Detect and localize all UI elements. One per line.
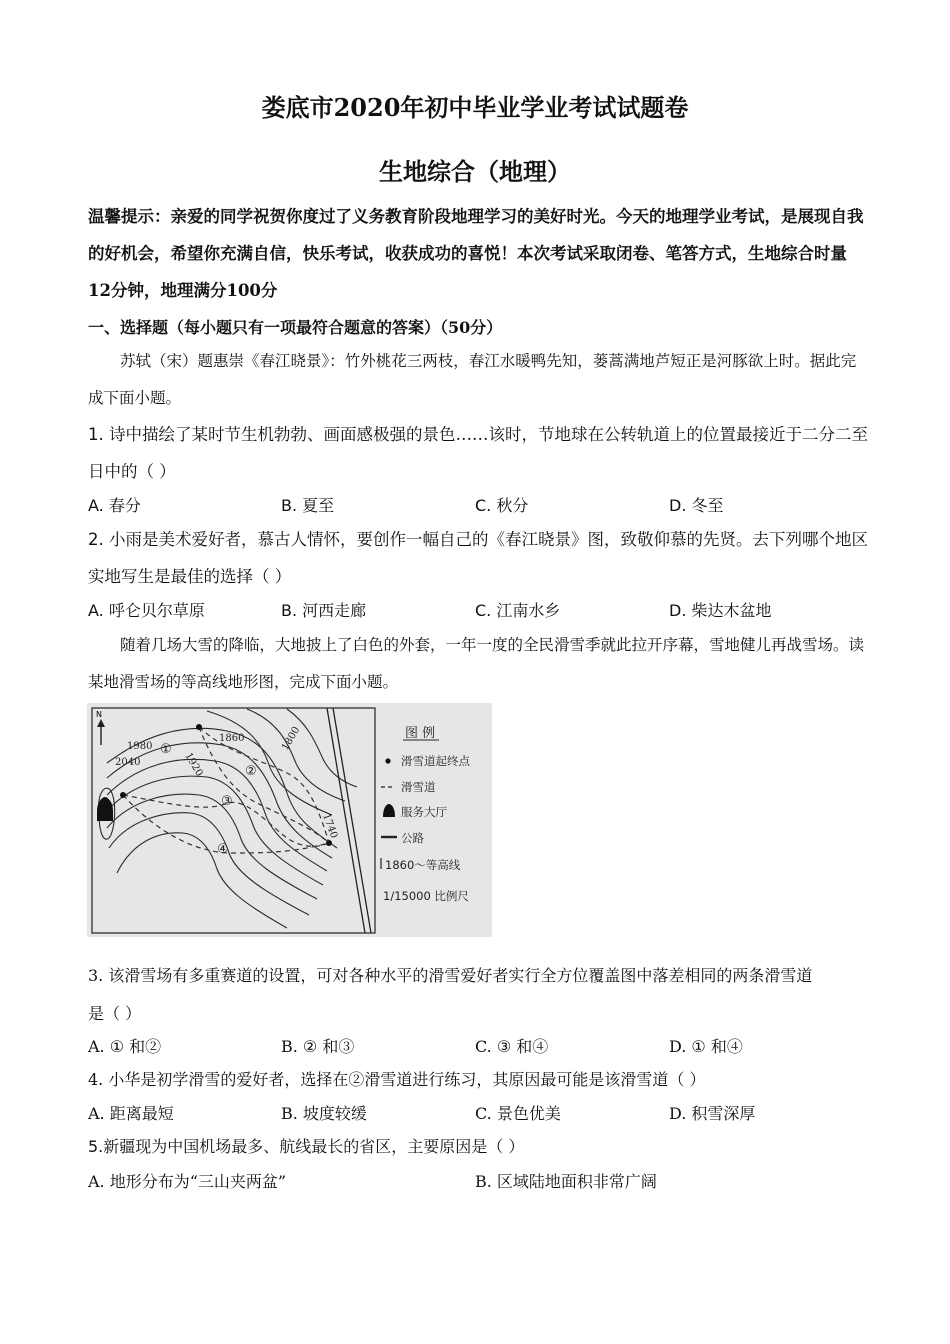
- contour-line: [287, 709, 357, 787]
- q2-option-b[interactable]: B. 河西走廊: [281, 601, 367, 620]
- contour-label: 1920: [182, 751, 205, 779]
- map-legend: [381, 726, 470, 903]
- question-2-options: [0, 598, 950, 620]
- section-heading: 一、选择题（每小题只有一项最符合题意的答案）（50分）: [88, 318, 503, 337]
- legend-item: 滑雪道起终点: [401, 754, 470, 768]
- q2-option-d[interactable]: D. 柴达木盆地: [669, 601, 772, 620]
- page-subtitle: 生地综合（地理）: [379, 157, 571, 186]
- intro-paragraph-2: 随着几场大雪的降临，大地披上了白色的外套，一年一度的全民滑雪季就此拉开序幕，雪地健儿再战雪场。读某地滑雪场的等高线地形图，完成下面小题。: [88, 636, 865, 691]
- contour-label: 1980: [127, 741, 153, 752]
- intro-paragraph-1: 苏轼（宋）题惠崇《春江晓景》：竹外桃花三两枝，春江水暖鸭先知，蒌蒿满地芦短正是河豚欲上时。据此完成下面小题。: [88, 352, 857, 407]
- q1-option-a[interactable]: A. 春分: [88, 496, 141, 515]
- question-2: [88, 521, 868, 595]
- q2-option-a[interactable]: A. 呼仑贝尔草原: [88, 601, 205, 620]
- contour-map-figure: [87, 703, 492, 937]
- page-title: 娄底市2020年初中毕业学业考试试题卷: [261, 93, 689, 122]
- q4-option-a[interactable]: A. 距离最短: [88, 1104, 174, 1123]
- route-label-3: ③: [221, 794, 233, 809]
- q4-option-b[interactable]: B. 坡度较缓: [281, 1104, 367, 1123]
- q4-option-d[interactable]: D. 积雪深厚: [669, 1104, 756, 1123]
- q1-option-c[interactable]: C. 秋分: [475, 496, 529, 515]
- question-5: [88, 1134, 524, 1157]
- route-label-1: ①: [160, 742, 172, 757]
- legend-item: 服务大厅: [401, 805, 447, 819]
- q3-option-b[interactable]: B. ② 和③: [281, 1037, 355, 1056]
- q5-option-a[interactable]: A. 地形分布为“三山夹两盆”: [88, 1172, 287, 1191]
- legend-item: 1860～等高线: [385, 858, 461, 872]
- contour-label: 2040: [115, 757, 141, 768]
- run-endpoint-dot: [196, 724, 202, 730]
- legend-title: 图 例: [405, 726, 436, 741]
- q3-option-a[interactable]: A. ① 和②: [88, 1037, 162, 1056]
- route-label-2: ②: [245, 764, 257, 779]
- q1-option-d[interactable]: D. 冬至: [669, 496, 724, 515]
- question-2-number: 2.: [88, 530, 104, 549]
- q4-option-c[interactable]: C. 景色优美: [475, 1104, 561, 1123]
- q3-option-c[interactable]: C. ③ 和④: [475, 1037, 549, 1056]
- question-1-number: 1.: [88, 425, 104, 444]
- contour-line: [117, 833, 287, 928]
- contour-label: 1800: [280, 724, 303, 753]
- q2-option-c[interactable]: C. 江南水乡: [475, 601, 561, 620]
- notice: 温馨提示：亲爱的同学祝贺你度过了义务教育阶段地理学习的美好时光。今天的地理学业考试，是展现自我的好机会，希望你充满自信，快乐考试，收获成功的喜悦！本次考试采取闭卷、笔答方式，生地综合时量12分钟，地理满分100分: [88, 207, 864, 300]
- contour-label: 1860: [219, 733, 245, 744]
- question-3-line-1: 3. 该滑雪场有多重赛道的设置，可对各种水平的滑雪爱好者实行全方位覆盖图中落差相同的两条滑雪道: [88, 966, 813, 985]
- q5-option-b[interactable]: B. 区域陆地面积非常广阔: [475, 1172, 657, 1191]
- contour-line: [109, 813, 309, 915]
- question-5-text: 新疆现为中国机场最多、航线最长的省区，主要原因是（ ）: [103, 1137, 525, 1156]
- north-arrow-head-icon: [97, 719, 105, 727]
- contour-label: 1740: [320, 812, 340, 840]
- contour-line: [107, 743, 332, 858]
- run-endpoint-dot: [120, 792, 126, 798]
- q1-option-b[interactable]: B. 夏至: [281, 496, 335, 515]
- north-label: N: [96, 710, 102, 719]
- legend-item: 公路: [401, 831, 424, 845]
- contour-line: [247, 709, 345, 801]
- question-1-options: [0, 493, 950, 515]
- question-4-options: [0, 1101, 950, 1123]
- legend-dot-icon: [385, 758, 390, 763]
- contour-map-svg: [87, 703, 492, 937]
- legend-item: 滑雪道: [401, 780, 436, 794]
- run-endpoint-dot: [326, 840, 332, 846]
- question-3-line-2: 是（ ）: [88, 1004, 142, 1023]
- question-3-options: [0, 1034, 950, 1056]
- question-5-number: 5.: [88, 1137, 104, 1156]
- question-1: [88, 416, 868, 490]
- question-5-options: [0, 1169, 950, 1191]
- q3-option-d[interactable]: D. ① 和④: [669, 1037, 743, 1056]
- question-1-text: 诗中描绘了某时节生机勃勃、画面感极强的景色……该时，节地球在公转轨道上的位置最接近于二分二至日中的（ ）: [88, 425, 868, 481]
- question-4: 4. 小华是初学滑雪的爱好者，选择在②滑雪道进行练习，其原因最可能是该滑雪道（ ）: [88, 1070, 706, 1089]
- route-label-4: ④: [217, 842, 229, 857]
- legend-hall-icon: [383, 804, 395, 817]
- legend-item: 1/15000 比例尺: [383, 889, 469, 903]
- question-2-text: 小雨是美术爱好者，慕古人情怀，要创作一幅自己的《春江晓景》图，致敬仰慕的先贤。去下列哪个地区实地写生是最佳的选择（ ）: [88, 530, 868, 586]
